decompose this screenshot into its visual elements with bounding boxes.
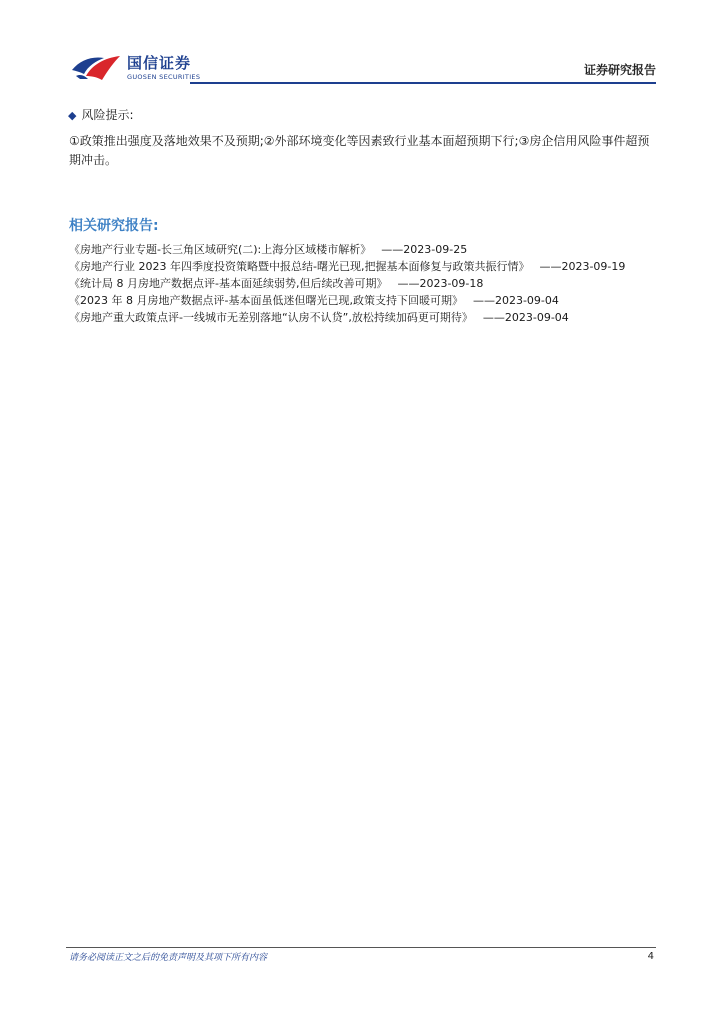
related-report-title: 《房地产行业专题-长三角区域研究(二):上海分区域楼市解析》 <box>69 243 372 256</box>
related-reports-heading: 相关研究报告: <box>69 218 159 234</box>
related-report-date: ——2023-09-25 <box>381 243 468 256</box>
footer-disclaimer: 请务必阅读正文之后的免责声明及其项下所有内容 <box>69 953 268 963</box>
related-report-date: ——2023-09-04 <box>472 294 559 307</box>
footer-divider <box>66 947 656 948</box>
related-report-item[interactable] <box>69 258 661 275</box>
related-report-item[interactable] <box>69 309 661 326</box>
header-divider <box>190 82 656 84</box>
related-report-item[interactable] <box>69 292 661 309</box>
related-report-title: 《统计局 8 月房地产数据点评-基本面延续弱势,但后续改善可期》 <box>69 277 388 290</box>
page-header <box>66 50 656 86</box>
guosen-logo-icon <box>70 52 124 82</box>
related-report-item[interactable] <box>69 275 661 292</box>
related-reports-list <box>69 241 661 326</box>
risk-section-heading <box>68 106 134 123</box>
related-report-date: ——2023-09-18 <box>397 277 484 290</box>
logo-text-cn: 国信证券 <box>127 54 192 72</box>
related-report-title: 《房地产重大政策点评-一线城市无差别落地“认房不认贷”,放松持续加码更可期待》 <box>69 311 473 324</box>
related-report-date: ——2023-09-04 <box>482 311 569 324</box>
risk-title-text: 风险提示: <box>81 108 134 122</box>
risk-paragraph: ①政策推出强度及落地效果不及预期;②外部环境变化等因素致行业基本面超预期下行;③房企信用风险事件超预期冲击。 <box>69 134 650 167</box>
related-report-item[interactable] <box>69 241 661 258</box>
report-type-label: 证券研究报告 <box>583 63 656 77</box>
page-number: 4 <box>647 951 654 962</box>
related-report-date: ——2023-09-19 <box>539 260 626 273</box>
logo-text-en: GUOSEN SECURITIES <box>127 73 201 81</box>
diamond-bullet-icon: ◆ <box>68 109 77 122</box>
related-report-title: 《房地产行业 2023 年四季度投资策略暨中报总结-曙光已现,把握基本面修复与政策共振行情》 <box>69 260 530 273</box>
related-report-title: 《2023 年 8 月房地产数据点评-基本面虽低迷但曙光已现,政策支持下回暖可期》 <box>69 294 463 307</box>
